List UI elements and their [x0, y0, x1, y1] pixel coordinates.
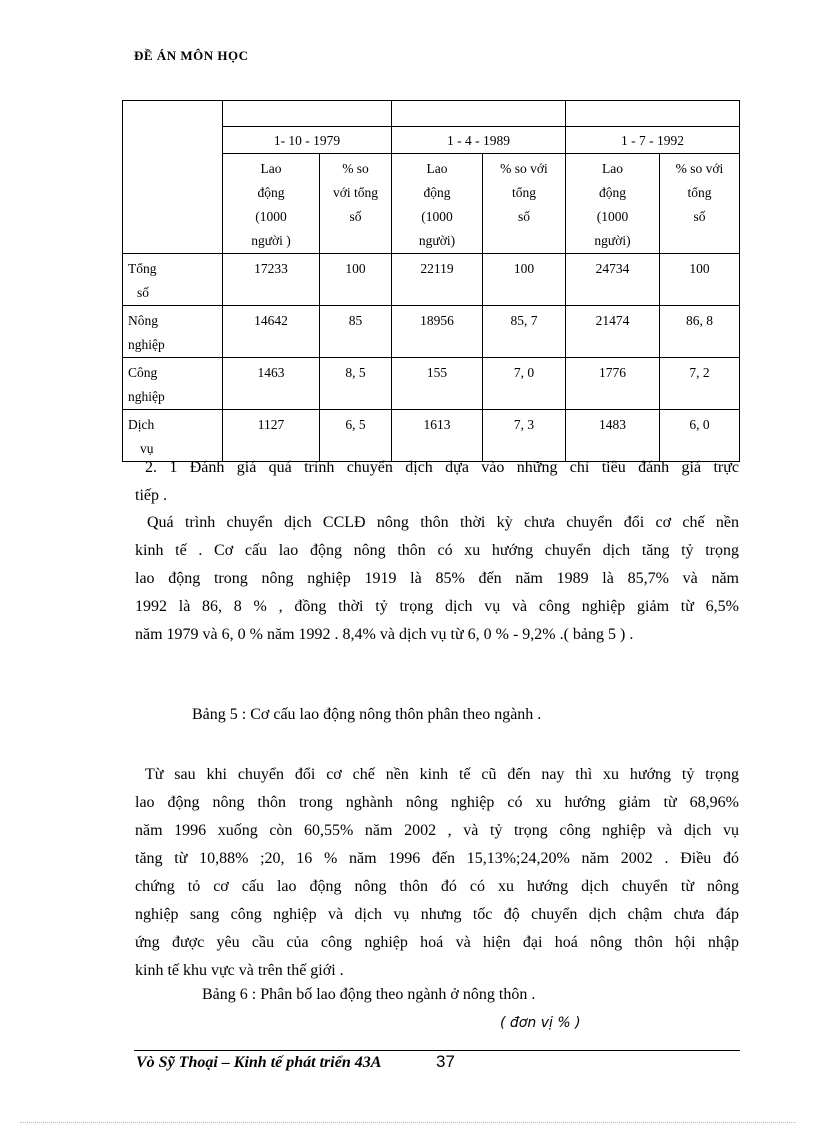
table-cell: 1127	[223, 410, 320, 462]
subheader-line: với tổng	[332, 185, 378, 200]
table-cell: 86, 8	[660, 306, 740, 358]
table-6-caption: Bảng 6 : Phân bố lao động theo ngành ở nông thôn .	[202, 986, 536, 1003]
row-label-line: vụ	[140, 441, 154, 456]
subheader-line: % so với	[500, 161, 548, 176]
table-cell: 100	[660, 254, 740, 306]
subheader-line: người)	[418, 233, 456, 248]
year-header: 1- 10 - 1979	[223, 127, 392, 154]
subheader-line: tổng	[687, 185, 712, 200]
table-cell: 1776	[566, 358, 660, 410]
subheader-line: động	[423, 185, 451, 200]
table-cell: 18956	[392, 306, 483, 358]
row-label	[123, 306, 223, 358]
subheader-line: tổng	[511, 185, 536, 200]
row-label-line: số	[137, 285, 150, 300]
labor-structure-table	[122, 100, 740, 462]
footer-divider	[134, 1050, 740, 1051]
table-cell: 1463	[223, 358, 320, 410]
column-subheader	[483, 154, 566, 254]
year-header: 1 - 7 - 1992	[566, 127, 740, 154]
column-subheader	[392, 154, 483, 254]
table-cell: 7, 0	[483, 358, 566, 410]
subheader-line: % so	[342, 161, 369, 176]
table-cell: 7, 2	[660, 358, 740, 410]
subheader-line: Lao	[602, 161, 623, 176]
column-subheader	[223, 154, 320, 254]
subheader-line: người )	[251, 233, 291, 248]
subheader-line: (1000	[421, 209, 453, 224]
subheader-line: Lao	[260, 161, 282, 176]
subheader-line: người)	[594, 233, 631, 248]
table-cell: 155	[392, 358, 483, 410]
table-cell: 21474	[566, 306, 660, 358]
table-row	[123, 254, 740, 306]
table-cell: 1613	[392, 410, 483, 462]
table-corner-cell	[123, 101, 223, 254]
subheader-line: động	[257, 185, 285, 200]
subheader-line: % so với	[675, 161, 724, 176]
table-cell: 24734	[566, 254, 660, 306]
table-row	[123, 358, 740, 410]
document-header: ĐỀ ÁN MÔN HỌC	[134, 48, 249, 63]
paragraph-line: tăng từ 10,88% ;20, 16 % năm 1996 đến 15,13%;24,20% năm 2002 . Điều đó	[135, 850, 739, 867]
table-cell: 6, 5	[320, 410, 392, 462]
table-cell: 14642	[223, 306, 320, 358]
row-label-line: Công	[128, 365, 158, 380]
section-heading-line: 2. 1 Đánh giá quá trình chuyển dịch dựa vào những chỉ tiêu đánh giá trực	[145, 459, 739, 476]
table-cell: 1483	[566, 410, 660, 462]
paragraph-line: kinh tế . Cơ cấu lao động nông thôn có xu hướng chuyển dịch tăng tỷ trọng	[135, 542, 739, 559]
subheader-line: số	[693, 209, 706, 224]
footer-author: Vò Sỹ Thoại – Kinh tế phát triển 43A	[136, 1054, 382, 1071]
table-cell: 85	[320, 306, 392, 358]
row-label	[123, 358, 223, 410]
column-subheader	[660, 154, 740, 254]
subheader-line: số	[349, 209, 362, 224]
row-label	[123, 254, 223, 306]
table-cell: 8, 5	[320, 358, 392, 410]
subheader-line: (1000	[255, 209, 287, 224]
paragraph-line: 1992 là 86, 8 % , đồng thời tỷ trọng dịch vụ và công nghiệp giảm từ 6,5%	[135, 598, 739, 615]
table-cell: 17233	[223, 254, 320, 306]
row-label-line: Nông	[128, 313, 158, 328]
paragraph-line: Từ sau khi chuyển đổi cơ chế nền kinh tế cũ đến nay thì xu hướng tỷ trọng	[145, 766, 739, 783]
paragraph-line: năm 1996 xuống còn 60,55% năm 2002 , và tỷ trọng công nghiệp và dịch vụ	[135, 822, 739, 839]
page-number: 37	[436, 1052, 455, 1071]
unit-note: ( đơn vị % )	[500, 1015, 581, 1031]
table-row	[123, 306, 740, 358]
column-subheader	[566, 154, 660, 254]
subheader-line: Lao	[426, 161, 448, 176]
paragraph-line: kinh tế khu vực và trên thế giới .	[135, 962, 344, 979]
row-label-line: nghiệp	[128, 337, 165, 352]
paragraph-line: nghiệp sang công nghiệp và dịch vụ nhưng tốc độ chuyển dịch chậm chưa đáp	[135, 906, 739, 923]
subheader-line: động	[599, 185, 626, 200]
subheader-line: số	[517, 209, 530, 224]
row-label-line: Dịch	[128, 417, 155, 432]
paragraph-line: ứng được yêu cầu của công nghiệp hoá và hiện đại hoá nông thôn hội nhập	[135, 934, 739, 951]
table-cell: 6, 0	[660, 410, 740, 462]
year-header: 1 - 4 - 1989	[392, 127, 566, 154]
column-subheader	[320, 154, 392, 254]
section-heading-line: tiếp .	[135, 487, 167, 504]
table-cell: 100	[483, 254, 566, 306]
paragraph-line: lao động trong nông nghiệp 1919 là 85% đến năm 1989 là 85,7% và năm	[135, 570, 739, 587]
table-cell: 85, 7	[483, 306, 566, 358]
table-5-caption: Bảng 5 : Cơ cấu lao động nông thôn phân theo ngành .	[192, 706, 542, 723]
paragraph-line: năm 1979 và 6, 0 % năm 1992 . 8,4% và dịch vụ từ 6, 0 % - 9,2% .( bảng 5 ) .	[135, 626, 634, 643]
table-cell: 100	[320, 254, 392, 306]
paragraph-line: Quá trình chuyển dịch CCLĐ nông thôn thời kỳ chưa chuyển đổi cơ chế nền	[147, 514, 739, 531]
subheader-line: (1000	[596, 209, 629, 224]
row-label-line: nghiệp	[128, 389, 165, 404]
table-cell: 7, 3	[483, 410, 566, 462]
table-cell: 22119	[392, 254, 483, 306]
paragraph-line: chứng tỏ cơ cấu lao động nông thôn đó có xu hướng dịch chuyển từ nông	[135, 878, 739, 895]
row-label-line: Tổng	[128, 261, 157, 276]
paragraph-line: lao động nông thôn trong nghành nông nghiệp có xu hướng giảm từ 68,96%	[135, 794, 739, 811]
